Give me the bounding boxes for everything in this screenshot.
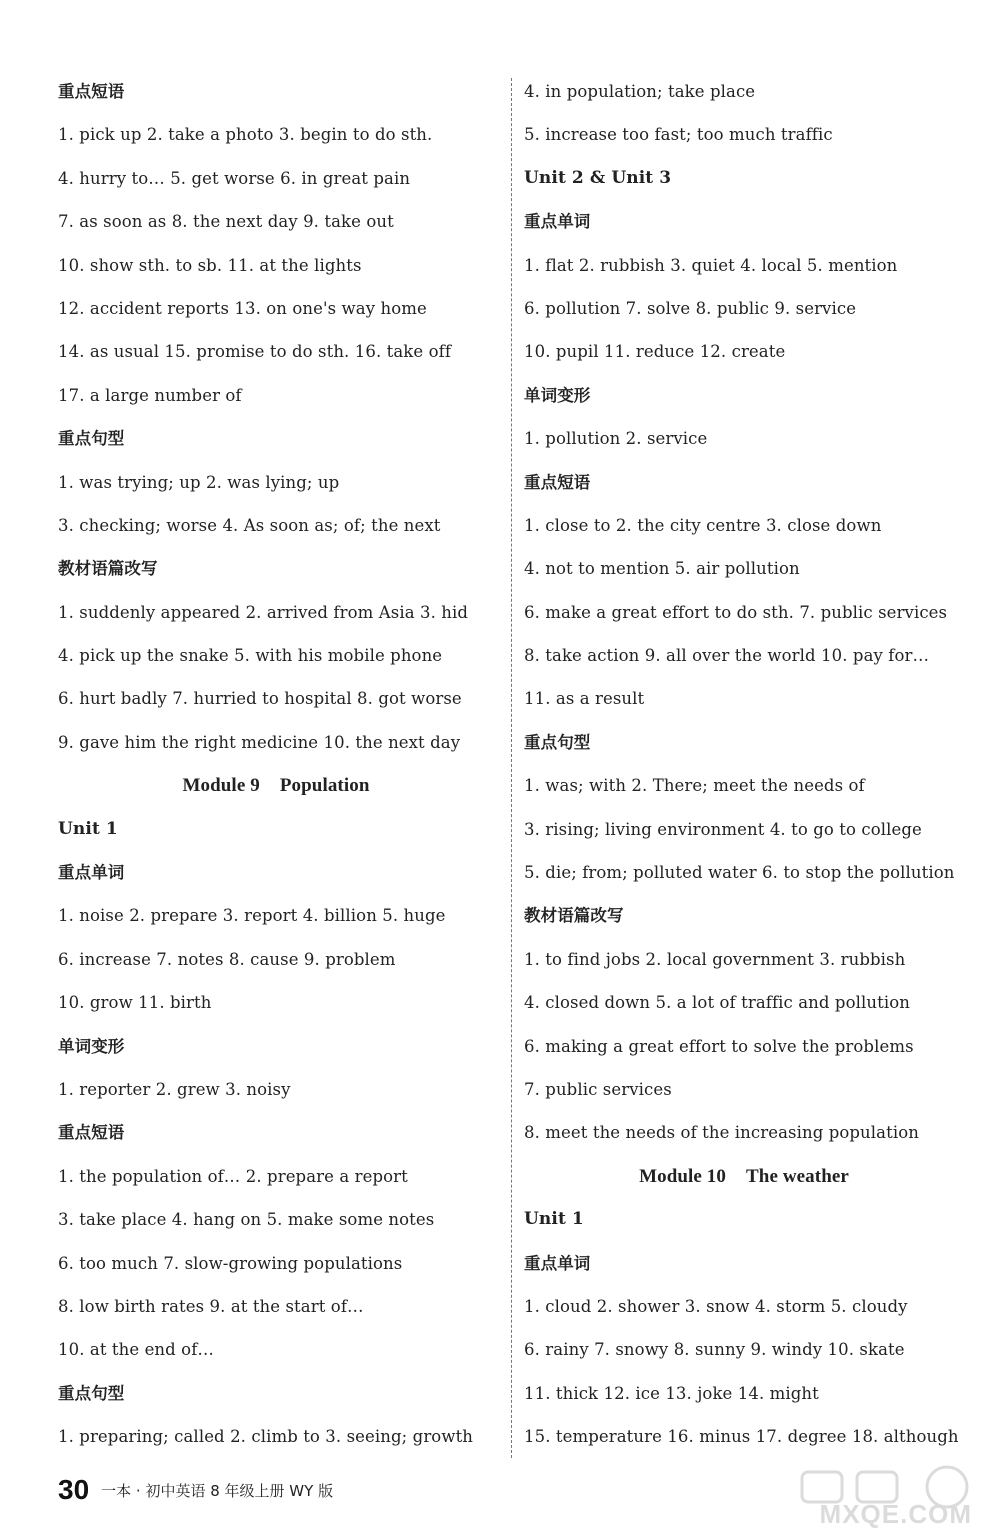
- section-heading: 重点短语: [524, 472, 591, 492]
- answer-line: 8. take action 9. all over the world 10. pay for…: [524, 646, 930, 666]
- answer-line: 1. noise 2. prepare 3. report 4. billion 5. huge: [58, 906, 446, 926]
- module-heading: [524, 1155, 964, 1198]
- answer-line: 6. too much 7. slow-growing populations: [58, 1253, 403, 1273]
- answer-line: 14. as usual 15. promise to do sth. 16. take off: [58, 342, 452, 362]
- section-heading: 重点单词: [58, 863, 125, 883]
- section-heading: 重点短语: [58, 82, 125, 101]
- answer-line: 8. low birth rates 9. at the start of…: [58, 1296, 364, 1316]
- answer-line: 4. closed down 5. a lot of traffic and pollution: [524, 993, 910, 1013]
- column-divider: [511, 78, 512, 1458]
- unit-heading: Unit 1: [524, 1209, 584, 1230]
- answer-line: 1. was; with 2. There; meet the needs of: [524, 776, 865, 796]
- answer-line: 5. increase too fast; too much traffic: [524, 125, 833, 145]
- answer-line: 4. pick up the snake 5. with his mobile phone: [58, 646, 443, 666]
- answer-line: 7. public services: [524, 1079, 672, 1099]
- answer-line: 1. pollution 2. service: [524, 429, 708, 449]
- page-footer: [58, 1470, 333, 1510]
- answer-line: 10. at the end of…: [58, 1340, 215, 1360]
- watermark-url: MXQE.COM: [819, 1499, 972, 1529]
- section-heading: 教材语篇改写: [524, 906, 624, 926]
- answer-line: 6. rainy 7. snowy 8. sunny 9. windy 10. skate: [524, 1340, 905, 1360]
- answer-line: 1. cloud 2. shower 3. snow 4. storm 5. cloudy: [524, 1296, 908, 1316]
- module-label: Module 9: [182, 775, 260, 797]
- module-label: Module 10: [639, 1165, 726, 1187]
- answer-line: 6. make a great effort to do sth. 7. public services: [524, 602, 948, 622]
- watermark-logo: [782, 1462, 982, 1532]
- module-title: The weather: [746, 1165, 849, 1187]
- answer-line: 1. the population of… 2. prepare a report: [58, 1166, 408, 1186]
- answer-line: 1. to find jobs 2. local government 3. rubbish: [524, 949, 906, 969]
- left-column: [58, 70, 494, 1459]
- answer-line: 10. pupil 11. reduce 12. create: [524, 342, 786, 362]
- page-number: 30: [58, 1474, 90, 1505]
- unit-heading: Unit 2 & Unit 3: [524, 167, 672, 188]
- answer-line: 4. hurry to… 5. get worse 6. in great pain: [58, 168, 411, 188]
- module-title: Population: [279, 775, 370, 797]
- section-heading: 重点句型: [58, 1383, 125, 1403]
- answer-line: 1. suddenly appeared 2. arrived from Asia 3. hid: [58, 602, 469, 622]
- answer-line: 1. preparing; called 2. climb to 3. seeing; growth: [58, 1427, 474, 1447]
- section-heading: 重点句型: [524, 732, 591, 752]
- answer-line: 10. grow 11. birth: [58, 993, 212, 1013]
- section-heading: 教材语篇改写: [58, 559, 158, 579]
- answer-line: 3. take place 4. hang on 5. make some notes: [58, 1210, 435, 1230]
- answer-line: 6. increase 7. notes 8. cause 9. problem: [58, 949, 396, 969]
- module-heading: [58, 764, 494, 807]
- answer-line: 17. a large number of: [58, 385, 242, 405]
- answer-line: 1. pick up 2. take a photo 3. begin to do sth.: [58, 125, 433, 145]
- section-heading: 重点短语: [58, 1123, 125, 1143]
- answer-line: 4. in population; take place: [524, 82, 756, 101]
- section-heading: 重点句型: [58, 429, 125, 449]
- answer-line: 1. flat 2. rubbish 3. quiet 4. local 5. mention: [524, 255, 898, 275]
- answer-line: 12. accident reports 13. on one's way home: [58, 298, 427, 318]
- answer-line: 8. meet the needs of the increasing population: [524, 1123, 919, 1143]
- answer-line: 15. temperature 16. minus 17. degree 18. although: [524, 1427, 959, 1447]
- answer-line: 1. close to 2. the city centre 3. close down: [524, 515, 882, 535]
- answer-line: 11. as a result: [524, 689, 645, 709]
- answer-line: 1. was trying; up 2. was lying; up: [58, 472, 340, 492]
- answer-line: 4. not to mention 5. air pollution: [524, 559, 800, 579]
- answer-line: 5. die; from; polluted water 6. to stop the pollution: [524, 863, 955, 883]
- answer-line: 6. hurt badly 7. hurried to hospital 8. got worse: [58, 689, 462, 709]
- answer-line: 11. thick 12. ice 13. joke 14. might: [524, 1383, 819, 1403]
- answer-line: 7. as soon as 8. the next day 9. take out: [58, 212, 394, 232]
- answer-line: 10. show sth. to sb. 11. at the lights: [58, 255, 362, 275]
- section-heading: 单词变形: [58, 1036, 125, 1056]
- section-heading: 单词变形: [524, 385, 591, 405]
- unit-heading: Unit 1: [58, 818, 118, 839]
- answer-line: 3. rising; living environment 4. to go to college: [524, 819, 922, 839]
- book-title: 一本 · 初中英语 8 年级上册 WY 版: [101, 1481, 334, 1500]
- answer-line: 1. reporter 2. grew 3. noisy: [58, 1079, 291, 1099]
- section-heading: 重点单词: [524, 212, 591, 232]
- answer-line: 3. checking; worse 4. As soon as; of; the next: [58, 515, 441, 535]
- answer-line: 6. making a great effort to solve the problems: [524, 1036, 914, 1056]
- answer-line: 9. gave him the right medicine 10. the next day: [58, 732, 461, 752]
- right-column: [524, 70, 964, 1459]
- section-heading: 重点单词: [524, 1253, 591, 1273]
- answer-line: 6. pollution 7. solve 8. public 9. service: [524, 298, 857, 318]
